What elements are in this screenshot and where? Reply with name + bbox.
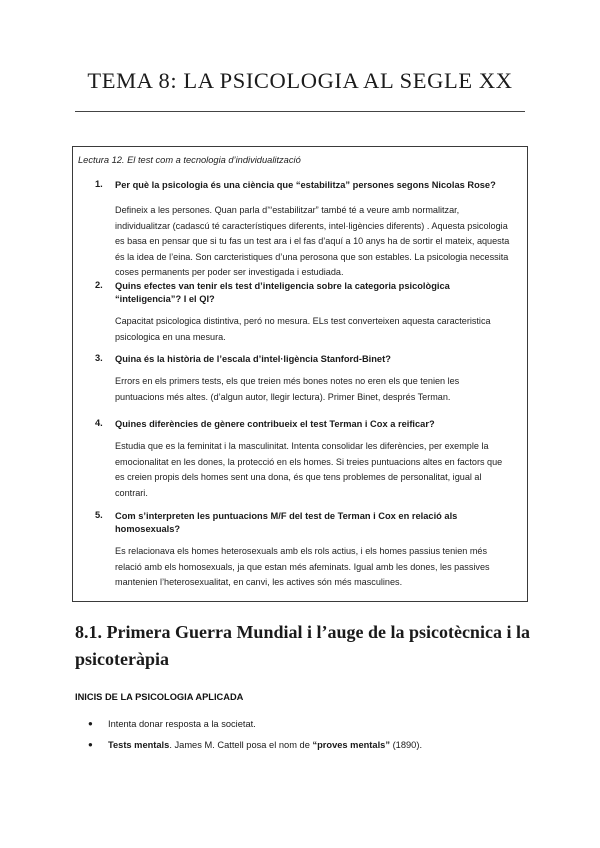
bold-term: “proves mentals” [312, 740, 390, 750]
reading-caption: Lectura 12. El test com a tecnologia d’individualització [78, 155, 301, 165]
question-number: 4. [95, 418, 103, 428]
bullet-text-part: (1890). [389, 740, 423, 750]
bullet-text-part: . James M. Cattell posa el nom de [169, 740, 313, 750]
question-text: Com s’interpreten les puntuacions M/F del test de Terman i Cox en relació als homosexuals? [115, 511, 458, 534]
title-underline [75, 111, 525, 112]
question-number: 2. [95, 280, 103, 290]
section-subheading: INICIS DE LA PSICOLOGIA APLICADA [75, 692, 244, 702]
question-item-5 [95, 510, 510, 591]
bullet-item-2 [88, 740, 518, 750]
answer-text: Estudia que es la feminitat i la masculinitat. Intenta consolidar les diferències, per exemple la emocionalitat en les dones, la protecció en els homes. Si treies puntuacions altes en factors que es creien propis dels homes sent una dona, és que tens problemes de personalitat, igual al contrari. [115, 441, 503, 498]
bullet-icon: ● [88, 740, 93, 749]
question-item-2 [95, 280, 510, 345]
question-item-1 [95, 179, 510, 281]
bullet-icon: ● [88, 719, 93, 728]
question-number: 1. [95, 179, 103, 189]
bullet-text [108, 740, 518, 750]
question-item-4 [95, 418, 510, 501]
answer-text: Defineix a les persones. Quan parla d’“estabilitzar” també té a veure amb normalitzar, individualitzar (cadascú té característiques diferents, intel·ligències diferents) . Aquesta psicologia es basa en pensar que si tu fas un test ara i el fas d’aquí a 10 anys ha de sortir el mateix, aquesta és la idea de l’eina. Son carcteristiques d’una perosona que son estables. La psicologia necessita coses permanents per poder ser investigada i estudiada. [115, 205, 510, 278]
question-text: Quina és la història de l’escala d’intel·ligència Stanford-Binet? [115, 354, 391, 364]
question-text: Quines diferències de gènere contribueix el test Terman i Cox a reificar? [115, 419, 435, 429]
question-text: Quins efectes van tenir els test d’inteligencia sobre la categoria psicològica “inteligencia”? I el QI? [115, 281, 450, 304]
question-number: 3. [95, 353, 103, 363]
bullet-text: Intenta donar resposta a la societat. [108, 719, 256, 729]
answer-text: Capacitat psicologica distintiva, peró no mesura. ELs test converteixen aquesta caracteristica psicologica en una mesura. [115, 316, 491, 342]
reading-box [72, 146, 528, 602]
bullet-item-1 [88, 719, 518, 729]
question-number: 5. [95, 510, 103, 520]
question-item-3 [95, 353, 510, 405]
page-title: TEMA 8: LA PSICOLOGIA AL SEGLE XX [87, 68, 513, 93]
question-text: Per què la psicologia és una ciència que “estabilitza” persones segons Nicolas Rose? [115, 180, 496, 190]
answer-text: Es relacionava els homes heterosexuals amb els rols actius, i els homes passius tenien més relació amb els homosexuals, ja que estan més afeminats. Igual amb les dones, les passives mantenien l’heterosexualitat, en canvi, les actives són més masculines. [115, 546, 490, 588]
answer-text: Errors en els primers tests, els que treien més bones notes no eren els que tenien les puntuacions més altes. (d’algun autor, llegir lectura). Primer Binet, després Terman. [115, 376, 460, 402]
section-heading: 8.1. Primera Guerra Mundial i l’auge de la psicotècnica i la psicoteràpia [75, 622, 530, 669]
bold-term: Tests mentals [108, 740, 170, 750]
